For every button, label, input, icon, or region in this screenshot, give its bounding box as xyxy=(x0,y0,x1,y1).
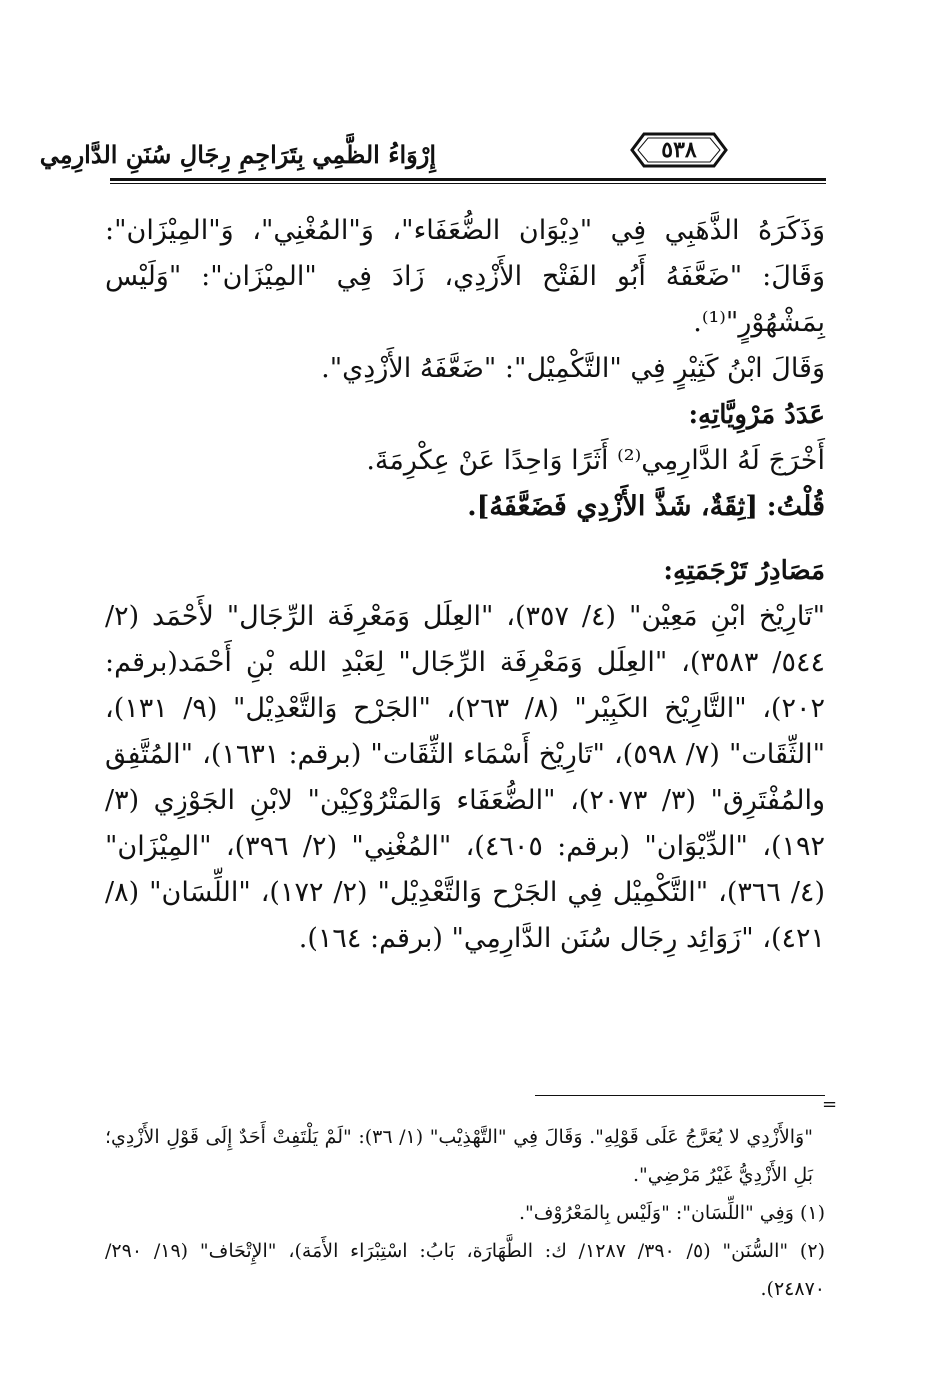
continuation-mark: = xyxy=(822,1094,838,1115)
footnote-divider xyxy=(535,1095,825,1096)
paragraph: وَذَكَرَهُ الذَّهَبِي فِي "دِيْوَان الضُّعَفَاء"، وَ"المُغْنِي"، وَ"المِيْزَان": وَقَالَ: "ضَعَّفَهُ أَبُو الفَتْح الأَزْدِي، زَادَ فِي "المِيْزَان": "وَلَيْس بِمَشْهُوْرٍ"⁽¹⁾. xyxy=(105,215,825,338)
header-rule xyxy=(110,178,826,184)
sources-paragraph: "تَارِيْخ ابْنِ مَعِيْن" (٤/ ٣٥٧)، "العِلَل وَمَعْرِفَة الرِّجَال" لأَحْمَد (٢/ ٥٤٤/ ٣٥٨٣)، "العِلَل وَمَعْرِفَة الرِّجَال" لِعَبْدِ الله بْنِ أَحْمَد(برقم: ٢٠٢)، "التَّارِيْخ الكَبِيْر" (٨/ ٢٦٣)، "الجَرْح وَالتَّعْدِيْل" (٩/ ١٣١)، "الثِّقَات" (٧/ ٥٩٨)، "تَارِيْخ أَسْمَاء الثِّقَات" (برقم: ١٦٣١)، "المُتَّفِق والمُفْتَرِق" (٣/ ٢٠٧٣)، "الضُّعَفَاء وَالمَتْرُوْكِيْن" لابْنِ الجَوْزِي (٣/ ١٩٢)، "الدِّيْوَان" (برقم: ٤٦٠٥)، "المُغْنِي" (٢/ ٣٩٦)، "المِيْزَان" (٤/ ٣٦٦)، "التَّكْمِيْل فِي الجَرْح وَالتَّعْدِيْل" (٢/ ١٧٢)، "اللِّسَان" (٨/ ٤٢١)، "زَوَائِد رِجَال سُنَن الدَّارِمِي" (برقم: ١٦٤). xyxy=(105,601,825,954)
footnote-2: (٢) "السُّنَن" (٥/ ٣٩٠/ ١٢٨٧/ ك: الطَّهَارَة، بَابُ: اسْتِبْرَاء الأَمَة)، "الإِتْحَاف" (١٩/ ٢٩٠/ ٢٤٨٧٠). xyxy=(105,1240,825,1300)
page-number: ٥٣٨ xyxy=(661,137,697,163)
spacer xyxy=(105,530,825,548)
count-paragraph: أَخْرَجَ لَهُ الدَّارِمِي⁽²⁾ أَثَرًا وَاحِدًا عَنْ عِكْرِمَةَ. xyxy=(366,445,825,476)
author-note xyxy=(105,484,825,530)
footnote-1: (١) وَفِي "اللِّسَان": "وَلَيْس بِالمَعْرُوْف". xyxy=(518,1202,825,1224)
paragraph: وَقَالَ ابْنُ كَثِيْرٍ فِي "التَّكْمِيْل": "ضَعَّفَهُ الأَزْدِي". xyxy=(321,353,825,384)
note-label: قُلْتُ: xyxy=(766,491,825,522)
main-text xyxy=(105,208,825,962)
running-title: إِرْوَاءُ الظَّمِي بِتَرَاجِمِ رِجَالِ سُنَنِ الدَّارِمِي xyxy=(39,140,436,169)
note-text: [ثِقَةٌ، شَذَّ الأَزْدِي فَضَعَّفَهُ]. xyxy=(467,491,759,522)
page-number-badge xyxy=(630,132,728,168)
section-heading-sources: مَصَادِرُ تَرْجَمَتِهِ: xyxy=(663,556,825,586)
footnotes xyxy=(105,1118,825,1308)
footnote-continuation: "وَالأَزْدِي لا يُعَرَّجُ عَلَى قَوْلِهِ". وَقَالَ فِي "التَّهْذِيْب" (١/ ٣٦): "لَمْ يَلْتَفِتْ أَحَدٌ إِلَى قَوْلِ الأَزْدِي؛ بَلِ الأَزْدِيُّ غَيْرُ مَرْضِي". xyxy=(105,1126,813,1186)
page-header xyxy=(39,120,826,190)
section-heading-count: عَدَدُ مَرْوِيَّاتِهِ: xyxy=(688,400,825,430)
